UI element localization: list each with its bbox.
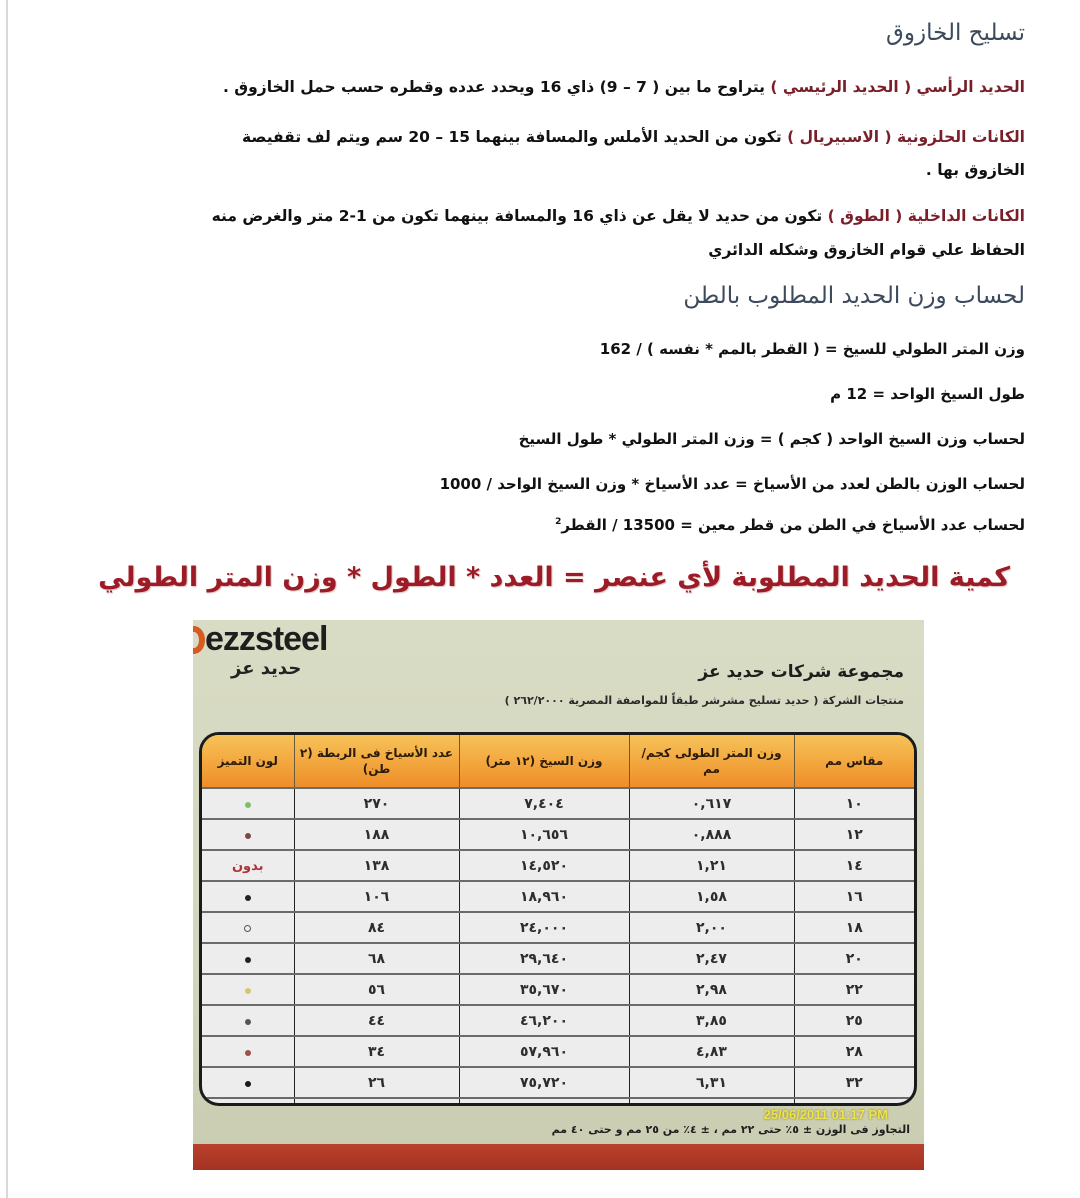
table-row	[202, 912, 914, 943]
cell-color-code	[202, 1098, 294, 1106]
formula-bar-weight: لحساب وزن السيخ الواحد ( كجم ) = وزن المتر الطولي * طول السيخ	[518, 430, 1025, 448]
paragraph-spiral-cont: الخازوق بها .	[925, 161, 1025, 179]
table-row	[202, 881, 914, 912]
cell-count: ٤٤	[294, 1005, 459, 1036]
tolerance-note: التجاوز فى الوزن ± ٥٪ حتى ٢٢ مم ، ± ٤٪ من ٢٥ مم و حتى ٤٠ مم	[551, 1123, 910, 1136]
header-bar-weight: وزن السيخ (١٢ متر)	[459, 735, 629, 788]
cell-w-bar: ٣٥,٦٧٠	[459, 974, 629, 1005]
superscript-2: 2	[555, 517, 562, 527]
ring-marker-icon	[244, 925, 251, 932]
cell-size: ١٤	[794, 850, 914, 881]
photo-timestamp: 25/06/2011 01:17 PM	[763, 1107, 888, 1122]
header-meter-weight: وزن المتر الطولى كجم/مم	[629, 735, 794, 788]
cell-w-bar: ٢٩,٦٤٠	[459, 943, 629, 974]
cell-color-code	[202, 974, 294, 1005]
table-row	[202, 1067, 914, 1098]
table-row	[202, 1098, 914, 1106]
color-dot-icon	[245, 957, 251, 963]
cell-w-m: ٦,٣١	[629, 1067, 794, 1098]
cell-w-m: ١,٥٨	[629, 881, 794, 912]
cell-w-m: ٤,٨٣	[629, 1036, 794, 1067]
no-color-label: بدون	[231, 858, 264, 874]
heading-weight-calc: لحساب وزن الحديد المطلوب بالطن	[683, 283, 1025, 309]
cell-size	[794, 1098, 914, 1106]
paragraph-rings-cont: الحفاظ علي قوام الخازوق وشكله الدائري	[708, 241, 1025, 259]
cell-w-m: ٢,٤٧	[629, 943, 794, 974]
logo-mark-icon	[193, 626, 205, 654]
formula-bars-per-ton-text: لحساب عدد الأسياخ في الطن من قطر معين = 13500 / القطر	[561, 516, 1025, 534]
group-title: مجموعة شركات حديد عز	[698, 662, 904, 682]
text-rings: تكون من حديد لا يقل عن ذاي 16 والمسافة بينهما تكون من 1-2 متر والغرض منه	[211, 207, 828, 225]
catalog-photo	[193, 620, 924, 1170]
cell-w-bar	[459, 1098, 629, 1106]
color-dot-icon	[245, 1019, 251, 1025]
logo-text-en: ezzsteel	[205, 620, 328, 658]
cell-count: ١٣٨	[294, 850, 459, 881]
table-row	[202, 943, 914, 974]
color-dot-icon	[245, 1081, 251, 1087]
text-spiral: تكون من الحديد الأملس والمسافة بينهما 15 – 20 سم ويتم لف تقفيصة	[242, 128, 788, 146]
cell-count: ٨٤	[294, 912, 459, 943]
cell-count: ٣٤	[294, 1036, 459, 1067]
formula-tons: لحساب الوزن بالطن لعدد من الأسياخ = عدد الأسياخ * وزن السيخ الواحد / 1000	[439, 475, 1025, 493]
table-row	[202, 1036, 914, 1067]
header-color-code: لون التميز	[202, 735, 294, 788]
cell-color-code	[202, 850, 294, 881]
cell-color-code	[202, 943, 294, 974]
cell-w-m: ٢,٩٨	[629, 974, 794, 1005]
cell-color-code	[202, 1067, 294, 1098]
cell-w-bar: ٥٧,٩٦٠	[459, 1036, 629, 1067]
cell-count: ٦٨	[294, 943, 459, 974]
rebar-table	[199, 732, 917, 1106]
cell-size: ١٨	[794, 912, 914, 943]
cell-w-m: ٢,٠٠	[629, 912, 794, 943]
logo-text-ar: حديد عز	[231, 658, 302, 679]
cell-color-code	[202, 819, 294, 850]
header-size: مقاس مم	[794, 735, 914, 788]
cell-w-m: ٠,٦١٧	[629, 788, 794, 819]
color-dot-icon	[245, 988, 251, 994]
cell-count: ١٠٦	[294, 881, 459, 912]
cell-size: ٢٠	[794, 943, 914, 974]
formula-bar-length: طول السيخ الواحد = 12 م	[830, 385, 1025, 403]
cell-w-m: ٠,٨٨٨	[629, 819, 794, 850]
cell-size: ١٢	[794, 819, 914, 850]
cell-size: ١٦	[794, 881, 914, 912]
cell-w-bar: ٢٤,٠٠٠	[459, 912, 629, 943]
cell-w-bar: ١٤,٥٢٠	[459, 850, 629, 881]
photo-bottom-strip	[193, 1144, 924, 1170]
table-row	[202, 788, 914, 819]
cell-color-code	[202, 881, 294, 912]
cell-count: ٢٦	[294, 1067, 459, 1098]
cell-size: ٢٨	[794, 1036, 914, 1067]
table-row	[202, 850, 914, 881]
header-bars-count: عدد الأسياخ فى الربطة (٢ طن)	[294, 735, 459, 788]
cell-w-m: ٣,٨٥	[629, 1005, 794, 1036]
cell-color-code	[202, 912, 294, 943]
paragraph-spiral	[242, 117, 1025, 157]
cell-count	[294, 1098, 459, 1106]
table-header-row	[202, 735, 914, 788]
term-spiral: الكانات الحلزونية ( الاسبيريال )	[787, 128, 1025, 146]
page-edge	[6, 0, 8, 1198]
cell-size: ٣٢	[794, 1067, 914, 1098]
cell-color-code	[202, 1005, 294, 1036]
formula-meter-weight: وزن المتر الطولي للسيخ = ( القطر بالمم * نفسه ) / 162	[599, 340, 1025, 358]
cell-w-bar: ٧٥,٧٢٠	[459, 1067, 629, 1098]
cell-size: ٢٢	[794, 974, 914, 1005]
color-dot-icon	[245, 802, 251, 808]
cell-count: ٢٧٠	[294, 788, 459, 819]
cell-color-code	[202, 1036, 294, 1067]
term-vertical-rebar: الحديد الرأسي ( الحديد الرئيسي )	[770, 78, 1025, 96]
term-rings: الكانات الداخلية ( الطوق )	[827, 207, 1025, 225]
cell-color-code	[202, 788, 294, 819]
table-row	[202, 974, 914, 1005]
color-dot-icon	[245, 1050, 251, 1056]
cell-w-bar: ١٨,٩٦٠	[459, 881, 629, 912]
table-row	[202, 819, 914, 850]
group-subtitle: منتجات الشركة ( حديد تسليح مشرشر طبقاً للمواصفة المصرية ٢٦٢/٢٠٠٠ )	[504, 694, 904, 707]
cell-w-m: ١,٢١	[629, 850, 794, 881]
cell-w-m	[629, 1098, 794, 1106]
cell-size: ٢٥	[794, 1005, 914, 1036]
cell-w-bar: ١٠,٦٥٦	[459, 819, 629, 850]
paragraph-vertical-rebar	[223, 67, 1025, 107]
color-dot-icon	[245, 895, 251, 901]
cell-count: ١٨٨	[294, 819, 459, 850]
cell-w-bar: ٧,٤٠٤	[459, 788, 629, 819]
heading-pile-reinforcement: تسليح الخازوق	[886, 20, 1025, 46]
formula-bars-per-ton	[555, 516, 1025, 534]
color-dot-icon	[245, 833, 251, 839]
cell-w-bar: ٤٦,٢٠٠	[459, 1005, 629, 1036]
cell-size: ١٠	[794, 788, 914, 819]
table-row	[202, 1005, 914, 1036]
highlight-formula: كمية الحديد المطلوبة لأي عنصر = العدد * الطول * وزن المتر الطولي	[98, 562, 1010, 593]
cell-count: ٥٦	[294, 974, 459, 1005]
text-vertical-rebar: يتراوح ما بين ( 7 – 9) ذاي 16 ويحدد عدده وقطره حسب حمل الخازوق .	[223, 78, 771, 96]
